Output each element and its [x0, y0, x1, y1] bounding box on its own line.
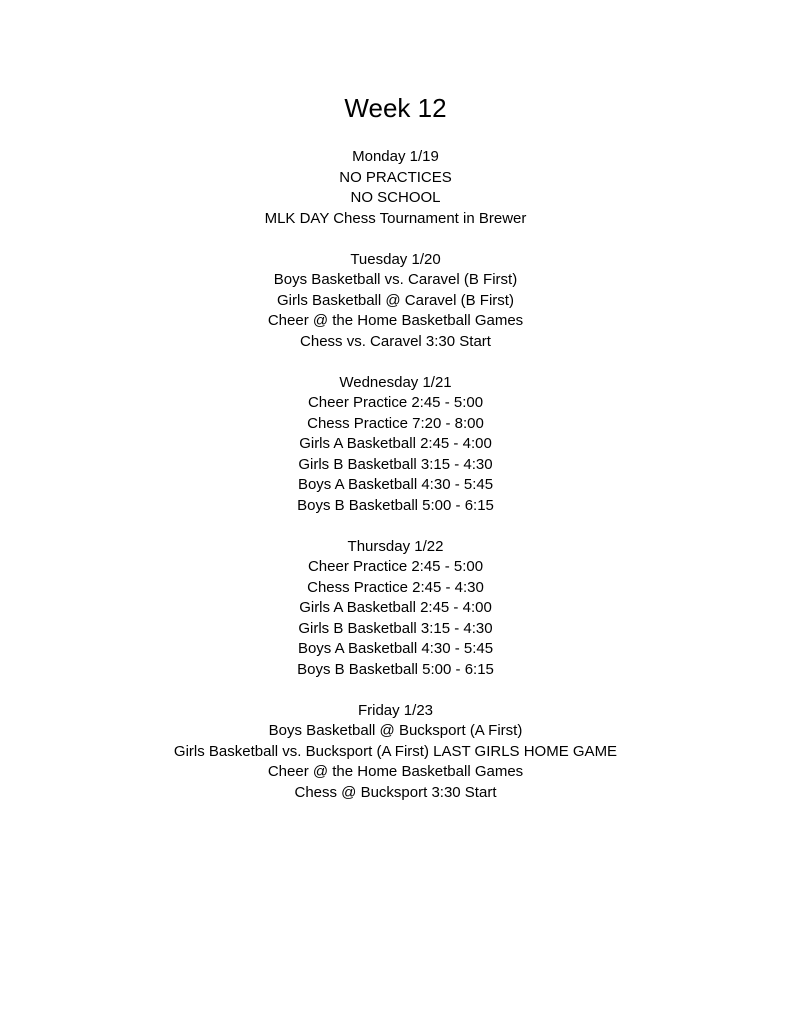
schedule-item: Girls A Basketball 2:45 - 4:00: [299, 599, 492, 616]
schedule-item: Chess vs. Caravel 3:30 Start: [300, 332, 491, 350]
schedule-item: Girls B Basketball 3:15 - 4:30: [298, 619, 493, 637]
day-thursday: [0, 537, 791, 681]
day-heading: Friday 1/23: [357, 701, 434, 719]
schedule-item: Boys B Basketball 5:00 - 6:15: [297, 496, 494, 514]
schedule-item: Girls A Basketball 2:45 - 4:00: [299, 435, 492, 452]
day-heading: Wednesday 1/21: [339, 373, 452, 391]
schedule-item: NO SCHOOL: [350, 189, 441, 206]
day-wednesday: [0, 373, 791, 517]
schedule-item: Chess @ Bucksport 3:30 Start: [294, 783, 497, 801]
schedule-item: Boys Basketball vs. Caravel (B First): [273, 271, 518, 288]
day-heading: Tuesday 1/20: [350, 250, 441, 268]
schedule-item: Boys Basketball @ Bucksport (A First): [268, 722, 523, 739]
day-heading: Monday 1/19: [352, 148, 439, 165]
day-tuesday: [0, 250, 791, 353]
schedule-item: Boys A Basketball 4:30 - 5:45: [297, 476, 494, 493]
schedule-item: Boys B Basketball 5:00 - 6:15: [297, 660, 494, 678]
schedule-item: Cheer Practice 2:45 - 5:00: [307, 394, 484, 411]
schedule-item: Cheer Practice 2:45 - 5:00: [307, 558, 484, 575]
schedule-item: NO PRACTICES: [339, 168, 452, 186]
weekly-schedule: [0, 147, 791, 824]
schedule-item: Chess Practice 7:20 - 8:00: [307, 414, 484, 432]
schedule-item: MLK DAY Chess Tournament in Brewer: [264, 209, 527, 227]
schedule-item: Girls Basketball @ Caravel (B First): [277, 291, 514, 309]
schedule-item: Cheer @ the Home Basketball Games: [267, 763, 524, 780]
schedule-item: Chess Practice 2:45 - 4:30: [307, 578, 484, 596]
day-friday: [0, 701, 791, 804]
day-heading: Thursday 1/22: [347, 537, 444, 555]
schedule-item: Boys A Basketball 4:30 - 5:45: [297, 640, 494, 657]
schedule-item: Cheer @ the Home Basketball Games: [267, 312, 524, 329]
page-title: Week 12: [344, 93, 447, 123]
schedule-item: Girls Basketball vs. Bucksport (A First) LAST GIRLS HOME GAME: [173, 742, 618, 760]
day-monday: [0, 147, 791, 229]
schedule-item: Girls B Basketball 3:15 - 4:30: [298, 455, 493, 473]
